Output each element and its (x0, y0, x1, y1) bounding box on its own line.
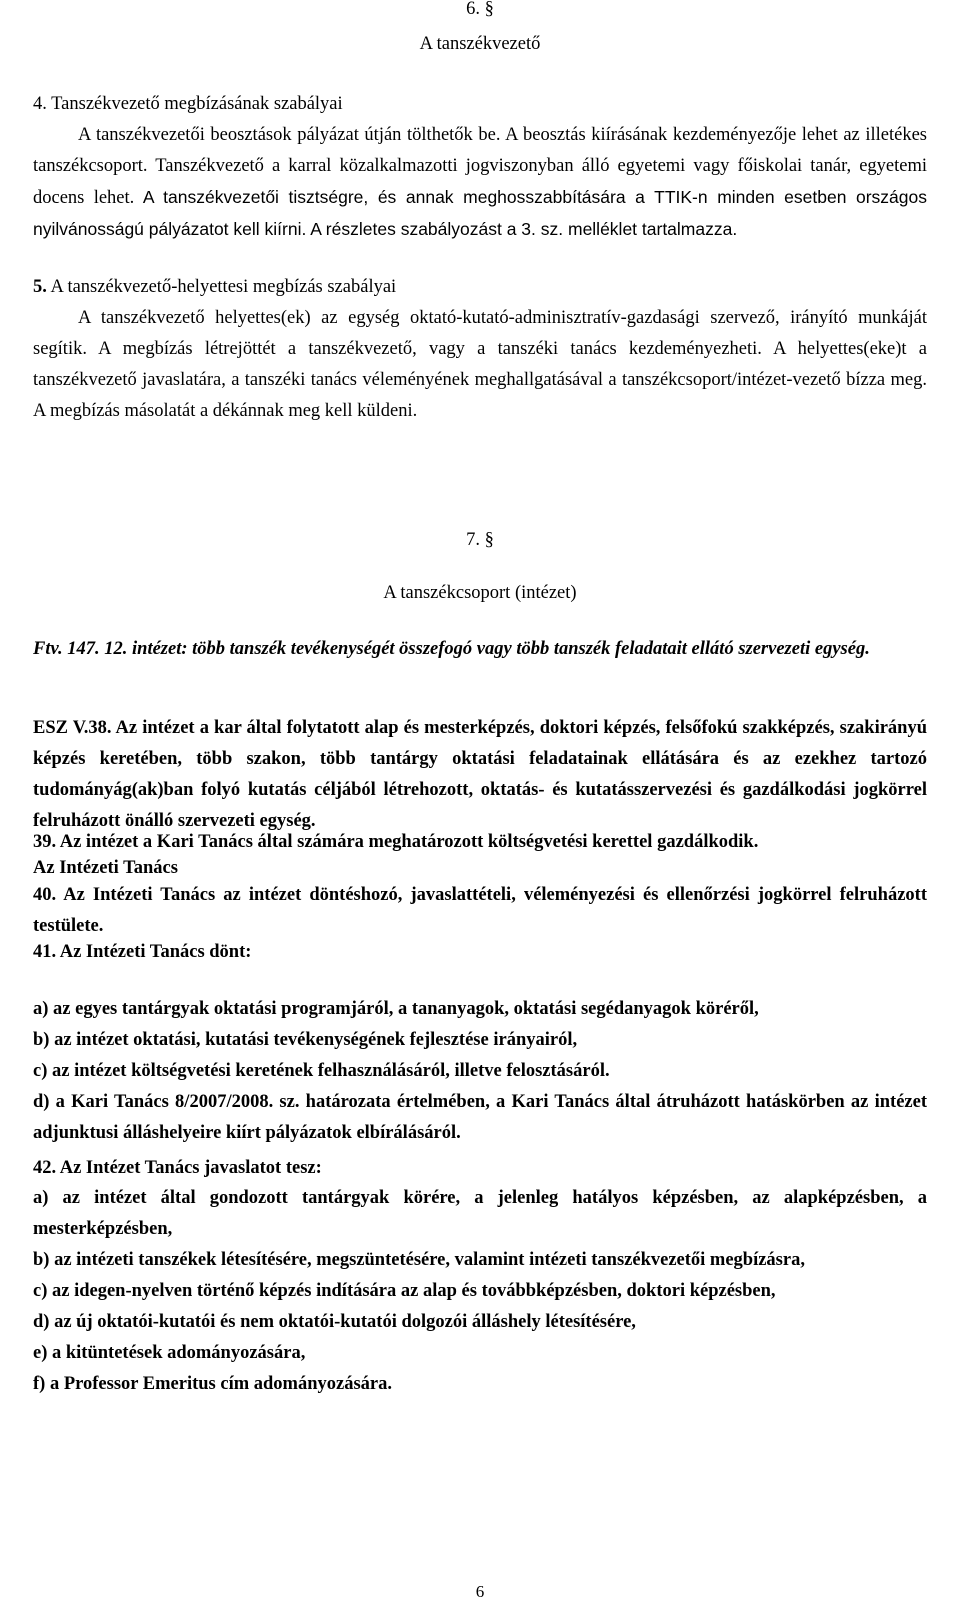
esz-paragraph (33, 713, 927, 837)
paragraph-41-heading: 41. Az Intézeti Tanács dönt: (33, 942, 252, 962)
list-item: d) az új oktatói-kutatói és nem oktatói-kutatói dolgozói álláshely létesítésére, (33, 1312, 636, 1332)
section-number: 6. (466, 0, 480, 19)
section-6-number (33, 0, 927, 25)
subsection-title: A tanszékvezető-helyettesi megbízás szabályai (46, 277, 397, 297)
paragraph-sign: § (484, 530, 494, 550)
section-7-number (33, 525, 927, 556)
list-item: d) a Kari Tanács 8/2007/2008. sz. határozata értelmében, a Kari Tanács által átruházott hatáskörben az intézet adjunktusi álláshelyeire kiírt pályázatok elbírálásáról. (33, 1092, 927, 1143)
subsection-4-heading: 4. Tanszékvezető megbízásának szabályai (33, 94, 343, 114)
paragraph-39: 39. Az intézet a Kari Tanács által számára meghatározott költségvetési kerettel gazdálkodik. (33, 832, 759, 852)
paragraph-text-sans: A tanszékvezetői tisztségre, és annak meghosszabbítására a TTIK-n minden esetben országos nyilvánosságú pályázatot kell kiírni. A részletes szabályozást a 3. sz. melléklet tartalmazza. (33, 187, 928, 239)
list-item: b) az intézet oktatási, kutatási tevékenységének fejlesztése irányairól, (33, 1030, 578, 1050)
list-item: c) az idegen-nyelven történő képzés indítására az alap és továbbképzésben, doktori képzésben, (33, 1281, 776, 1301)
section-7-title: A tanszékcsoport (intézet) (383, 583, 577, 603)
page-number: 6 (475, 1582, 485, 1601)
list-item: a) az egyes tantárgyak oktatási programjáról, a tananyagok, oktatási segédanyagok köréről, (33, 999, 759, 1019)
law-reference: Ftv. 147. 12. (33, 639, 128, 659)
paragraph-41-list (33, 994, 927, 1149)
rule-reference: ESZ V.38. (33, 718, 112, 738)
subsection-5-paragraph: A tanszékvezető helyettes(ek) az egység oktató-kutató-adminisztratív-gazdasági szervező, irányító munkáját segítik. A megbízás létrejöttét a tanszékvezető, vagy a tanszéki tanács kezdeményezheti. A helyettes(eke)t a tanszékvezető javaslatára, a tanszéki tanács véleményének meghallgatásával a tanszékcsoport/intézet-vezető bízza meg. A megbízás másolatát a dékánnak meg kell küldeni. (33, 308, 927, 421)
list-item: f) a Professor Emeritus cím adományozására. (33, 1374, 392, 1394)
paragraph-sign: § (484, 0, 494, 19)
subsection-4-paragraph (33, 120, 927, 246)
subsection-5-heading (33, 272, 927, 303)
list-item: b) az intézeti tanszékek létesítésére, megszüntetésére, valamint intézeti tanszékvezetői megbízásra, (33, 1250, 805, 1270)
section-number: 7. (466, 530, 480, 550)
paragraph-text: A tanszékvezetői beosztások pályázat útján tölthetők be. A beosztás kiírásának kezdeményezője lehet az illetékes tanszékcsoport. Tanszékvezető a karral közalkalmazotti jogviszonyban álló egyetemi vagy főiskolai tanár, egyetemi docens lehet. (33, 125, 927, 208)
ftv-definition (33, 634, 927, 665)
list-item: c) az intézet költségvetési keretének felhasználásáról, illetve felosztásáról. (33, 1061, 610, 1081)
list-item: e) a kitüntetések adományozására, (33, 1343, 306, 1363)
paragraph-42-list (33, 1183, 927, 1400)
definition-text: intézet: több tanszék tevékenységét összefogó vagy több tanszék feladatait ellátó szervezeti egység. (127, 639, 870, 659)
institute-council-heading: Az Intézeti Tanács (33, 858, 178, 878)
list-item: a) az intézet által gondozott tantárgyak körére, a jelenleg hatályos képzésben, az alapképzésben, a mesterképzésben, (33, 1188, 927, 1239)
section-6-title: A tanszékvezető (419, 34, 541, 54)
paragraph-42-heading: 42. Az Intézet Tanács javaslatot tesz: (33, 1158, 322, 1178)
document-page (33, 0, 927, 1622)
rule-text: Az intézet a kar által folytatott alap és mesterképzés, doktori képzés, felsőfokú szakképzés, szakirányú képzés keretében, több szakon, több tantárgy oktatási feladatainak ellátására és az ezekhez tartozó tudományág(ak)ban folyó kutatás céljából létrehozott, oktatás- és kutatásszervezési és gazdálkodási jogkörrel felruházott önálló szervezeti egység. (33, 718, 928, 831)
paragraph-40: 40. Az Intézeti Tanács az intézet döntéshozó, javaslattételi, véleményezési és ellenőrzési jogkörrel felruházott testülete. (33, 885, 927, 936)
subsection-number: 5. (33, 277, 47, 297)
